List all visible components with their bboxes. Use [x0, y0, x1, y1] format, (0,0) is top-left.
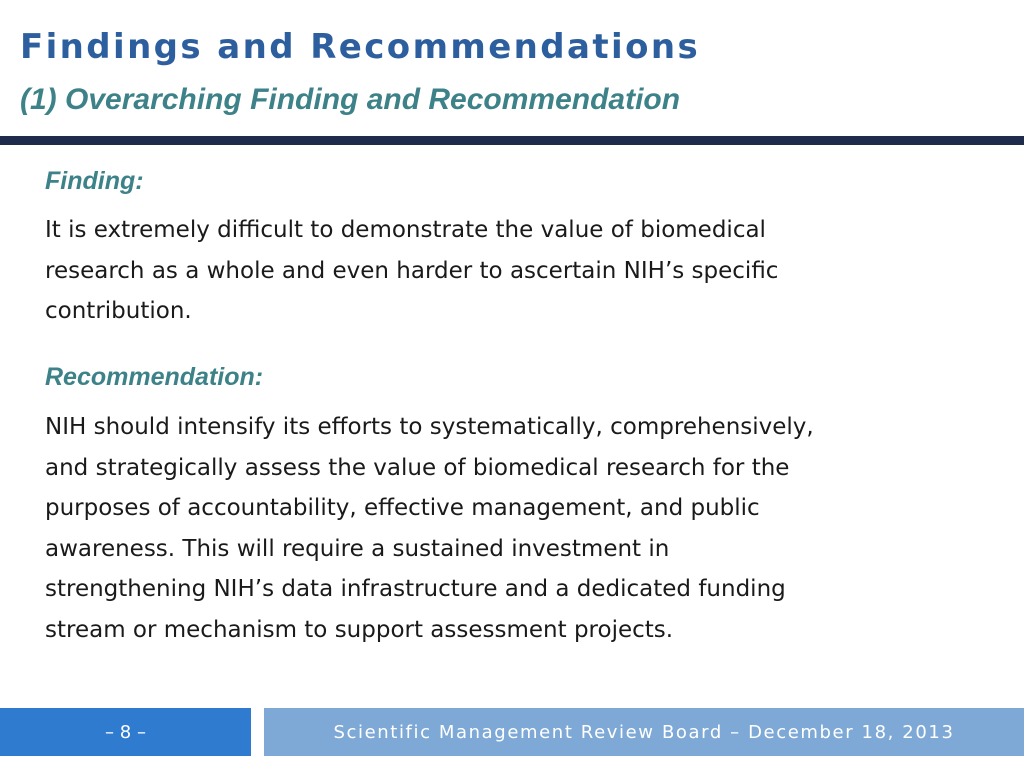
finding-heading: Finding: [45, 167, 144, 195]
recommendation-line: and strategically assess the value of biomedical research for the [45, 454, 790, 481]
recommendation-line: awareness. This will require a sustained investment in [45, 535, 670, 562]
footer-caption-box [264, 708, 1024, 756]
finding-line: It is extremely difficult to demonstrate the value of biomedical [45, 217, 766, 243]
recommendation-line: purposes of accountability, effective management, and public [45, 495, 760, 521]
finding-text [45, 210, 995, 332]
page-number: – 8 – [105, 721, 146, 743]
recommendation-line: stream or mechanism to support assessment projects. [45, 616, 674, 643]
finding-line: research as a whole and even harder to ascertain NIH’s specific [45, 257, 779, 284]
recommendation-text [45, 407, 995, 650]
recommendation-line: strengthening NIH’s data infrastructure and a dedicated funding [45, 576, 786, 602]
recommendation-line: NIH should intensify its efforts to systematically, comprehensively, [45, 414, 814, 440]
finding-line: contribution. [45, 298, 192, 324]
slide-title: Findings and Recommendations [20, 27, 701, 67]
footer-caption: Scientific Management Review Board – December 18, 2013 [333, 721, 955, 743]
recommendation-heading: Recommendation: [45, 363, 264, 391]
title-divider [0, 136, 1024, 145]
footer-page-box [0, 708, 251, 756]
slide-subtitle: (1) Overarching Finding and Recommendation [20, 83, 681, 116]
